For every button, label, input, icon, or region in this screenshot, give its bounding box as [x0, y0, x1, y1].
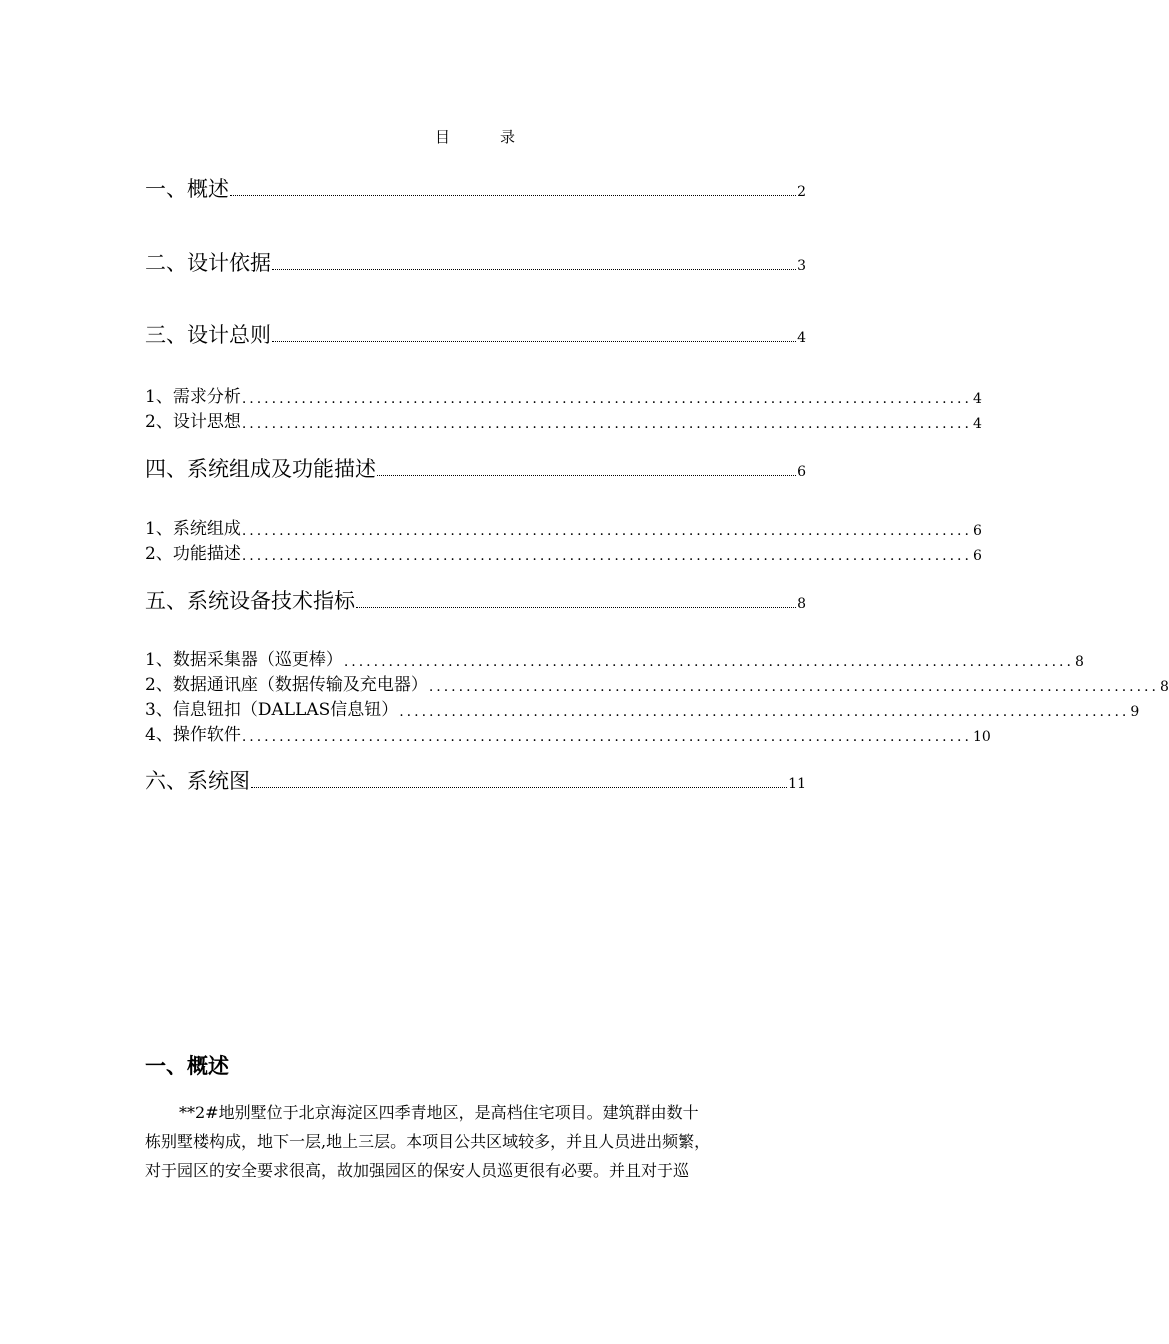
toc-entry-label: 3、信息钮扣（DALLAS信息钮） — [145, 700, 399, 720]
toc-entry-info-button[interactable] — [145, 699, 1140, 721]
section-heading: 一、概述 — [145, 1054, 229, 1078]
toc-entry-label: 1、需求分析 — [145, 387, 241, 407]
toc-title — [0, 126, 950, 147]
paragraph-line: 对于园区的安全要求很高，故加强园区的保安人员巡更很有必要。并且对于巡 — [145, 1161, 690, 1180]
toc-dot-leader — [251, 787, 787, 788]
toc-title-right: 录 — [500, 128, 516, 146]
toc-entry-software[interactable] — [145, 724, 991, 746]
toc-dot-leader — [272, 269, 796, 270]
toc-dot-leader — [272, 341, 796, 342]
toc-dot-leader — [356, 607, 796, 608]
toc-dot-leader: .................................................................................................. — [241, 416, 972, 432]
toc-entry-label: 2、功能描述 — [145, 544, 241, 564]
toc-entry-function-description[interactable] — [145, 543, 982, 565]
toc-entry-label: 2、设计思想 — [145, 412, 241, 432]
toc-entry-design-basis[interactable] — [145, 250, 806, 276]
toc-page-number: 8 — [797, 596, 806, 612]
toc-page-number: 10 — [972, 729, 991, 745]
toc-dot-leader — [377, 475, 796, 476]
toc-entry-requirements[interactable] — [145, 386, 982, 408]
toc-entry-equipment-specs[interactable] — [145, 588, 806, 614]
toc-entry-label: 2、数据通讯座（数据传输及充电器） — [145, 675, 428, 695]
toc-dot-leader: .................................................................................................. — [241, 391, 972, 407]
toc-dot-leader: .................................................................................................. — [241, 548, 972, 564]
paragraph-line: **2#地别墅位于北京海淀区四季青地区，是高档住宅项目。建筑群由数十 — [179, 1103, 699, 1122]
toc-entry-label: 五、系统设备技术指标 — [145, 589, 355, 613]
toc-page-number: 8 — [1159, 679, 1169, 695]
toc-entry-data-dock[interactable] — [145, 674, 1169, 696]
toc-page-number: 4 — [972, 416, 982, 432]
toc-entry-label: 1、数据采集器（巡更棒） — [145, 650, 343, 670]
toc-page-number: 11 — [788, 776, 806, 792]
toc-entry-design-idea[interactable] — [145, 411, 982, 433]
toc-entry-label: 三、设计总则 — [145, 323, 271, 347]
toc-page-number: 3 — [797, 258, 806, 274]
toc-entry-label: 4、操作软件 — [145, 725, 241, 745]
toc-page-number: 6 — [972, 523, 982, 539]
toc-entry-label: 1、系统组成 — [145, 519, 241, 539]
toc-page-number: 8 — [1074, 654, 1084, 670]
toc-entry-system-diagram[interactable] — [145, 768, 806, 794]
toc-page-number: 2 — [797, 184, 806, 200]
toc-page-number: 6 — [797, 464, 806, 480]
toc-dot-leader: .................................................................................................. — [343, 654, 1074, 670]
toc-entry-overview[interactable] — [145, 176, 806, 202]
toc-dot-leader: .................................................................................................. — [241, 523, 972, 539]
toc-page-number: 4 — [972, 391, 982, 407]
toc-page-number: 9 — [1130, 704, 1140, 720]
toc-entry-design-principles[interactable] — [145, 322, 806, 348]
paragraph-line: 栋别墅楼构成，地下一层,地上三层。本项目公共区域较多，并且人员进出频繁， — [145, 1132, 711, 1151]
toc-entry-label: 六、系统图 — [145, 769, 250, 793]
toc-entry-label: 四、系统组成及功能描述 — [145, 457, 376, 481]
toc-dot-leader: .................................................................................................. — [428, 679, 1159, 695]
toc-entry-system-composition[interactable] — [145, 518, 982, 540]
toc-page-number: 6 — [972, 548, 982, 564]
toc-page-number: 4 — [797, 330, 806, 346]
toc-title-left: 目 — [434, 128, 450, 146]
toc-entry-label: 一、概述 — [145, 177, 229, 201]
toc-dot-leader: .................................................................................................. — [241, 729, 972, 745]
toc-dot-leader — [230, 195, 796, 196]
toc-entry-system-composition-function[interactable] — [145, 456, 806, 482]
toc-entry-label: 二、设计依据 — [145, 251, 271, 275]
toc-dot-leader: .................................................................................................. — [399, 704, 1130, 720]
toc-entry-data-collector[interactable] — [145, 649, 1084, 671]
body-paragraph — [145, 1098, 805, 1185]
